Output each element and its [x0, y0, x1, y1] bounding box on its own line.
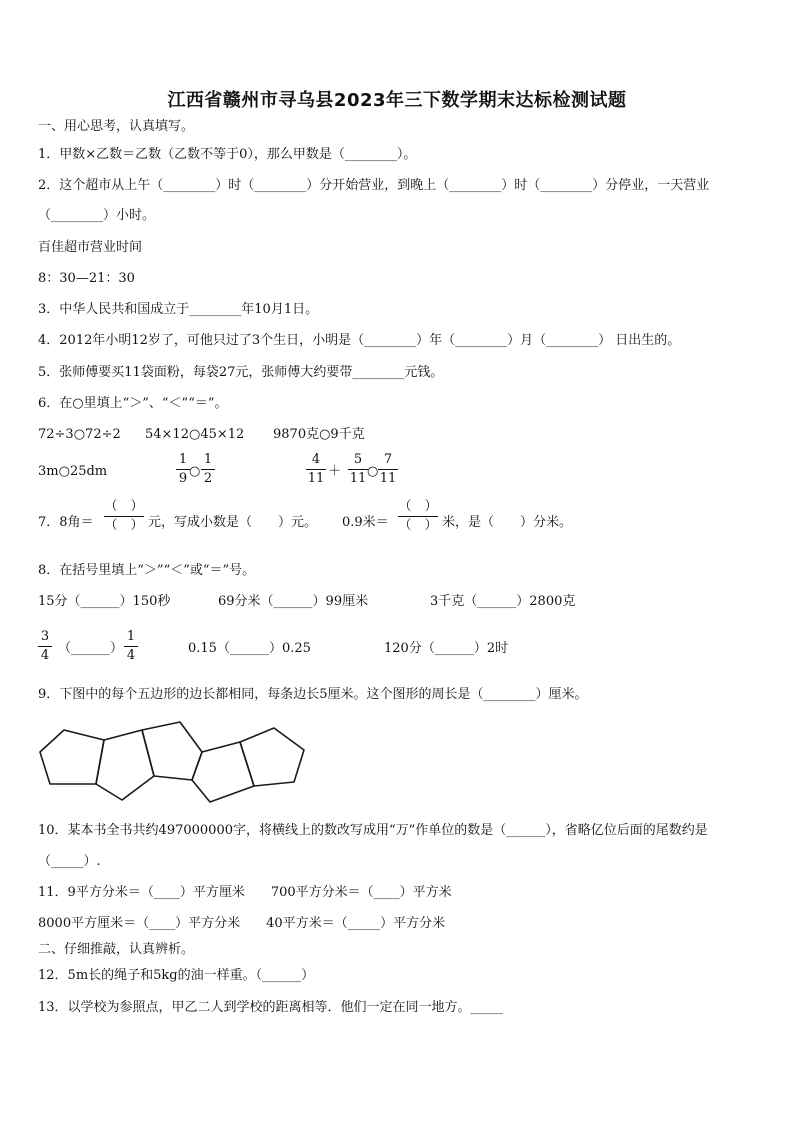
question-9: 9．下图中的每个五边形的边长都相同，每条边长5厘米。这个图形的周长是（________）厘米。 — [38, 687, 588, 702]
q8-compare-3: 3千克（______）2800克 — [430, 594, 576, 609]
question-7-part-2: 元，写成小数是（ ）元。 — [148, 515, 318, 530]
compare-circle: ○ — [189, 464, 201, 479]
question-11-line-2: 8000平方厘米＝（____）平方分米 40平方米＝（_____）平方分米 — [38, 916, 446, 931]
question-11-line-1: 11．9平方分米＝（____）平方厘米 700平方分米＝（____）平方米 — [38, 885, 452, 900]
q8-compare-5: 0.15（______）0.25 — [188, 641, 311, 656]
section-heading-1: 一、用心思考，认真填写。 — [38, 119, 195, 134]
section-heading-2: 二、仔细推敲，认真辨析。 — [38, 942, 195, 957]
question-10-line-1: 10．某本书全书共约497000000字，将横线上的数改写成用“万”作单位的数是（______），省略亿位后面的尾数约是 — [38, 823, 708, 838]
q8-compare-6: 120分（______）2时 — [384, 641, 509, 656]
q8-compare-blank: （______） — [58, 641, 124, 656]
question-12: 12．5m长的绳子和5kg的油一样重。（______） — [38, 968, 315, 983]
plus-sign: ＋ — [328, 464, 342, 479]
question-7-part-1: 7．8角＝ — [38, 515, 94, 530]
pentagon — [240, 728, 304, 786]
question-2-hours: 8：30—21：30 — [38, 271, 135, 286]
question-5: 5．张师傅要买11袋面粉，每袋27元，张师傅大约要带________元钱。 — [38, 365, 444, 380]
question-7-part-4: 米，是（ ）分米。 — [442, 515, 573, 530]
fraction: 5 11 — [349, 452, 367, 486]
q6-compare-2: 54×12○45×12 — [145, 427, 245, 442]
question-8: 8．在括号里填上“＞”“＜”或“＝”号。 — [38, 563, 256, 578]
fraction: 1 4 — [124, 629, 138, 664]
fraction-blank: （ ） （ ） — [398, 499, 438, 533]
pentagon-figure — [36, 718, 308, 808]
question-3: 3．中华人民共和国成立于________年10月1日。 — [38, 302, 319, 317]
question-13: 13．以学校为参照点，甲乙二人到学校的距离相等．他们一定在同一地方。_____ — [38, 1000, 504, 1015]
compare-circle: ○ — [367, 464, 379, 479]
q6-compare-4: 3m○25dm — [38, 464, 108, 479]
q8-compare-2: 69分米（______）99厘米 — [218, 594, 369, 609]
question-2-sign-title: 百佳超市营业时间 — [38, 240, 143, 255]
question-1: 1．甲数×乙数＝乙数（乙数不等于0），那么甲数是（________）。 — [38, 147, 417, 162]
pentagon — [142, 722, 202, 780]
q6-compare-3: 9870克○9千克 — [273, 427, 365, 442]
question-2-line-2: （________）小时。 — [38, 208, 156, 223]
question-6: 6．在○里填上“＞”、“＜”“＝”。 — [38, 396, 228, 411]
fraction: 4 11 — [307, 452, 325, 486]
question-10-line-2: （_____）. — [38, 854, 101, 869]
question-7-part-3: 0.9米＝ — [342, 515, 389, 530]
q8-compare-1: 15分（______）150秒 — [38, 594, 171, 609]
question-4: 4．2012年小明12岁了，可他只过了3个生日，小明是（________）年（________）月（________） 日出生的。 — [38, 333, 681, 348]
q6-compare-1: 72÷3○72÷2 — [38, 427, 121, 442]
page-title: 江西省赣州市寻乌县2023年三下数学期末达标检测试题 — [167, 90, 627, 111]
fraction: 7 11 — [379, 452, 397, 486]
fraction-blank: （ ） （ ） — [104, 499, 144, 533]
fraction: 1 9 — [176, 452, 190, 487]
fraction: 3 4 — [38, 629, 52, 664]
question-2-line-1: 2．这个超市从上午（________）时（________）分开始营业，到晚上（________）时（________）分停业，一天营业 — [38, 178, 710, 193]
fraction: 1 2 — [201, 452, 215, 487]
pentagon — [40, 730, 104, 784]
